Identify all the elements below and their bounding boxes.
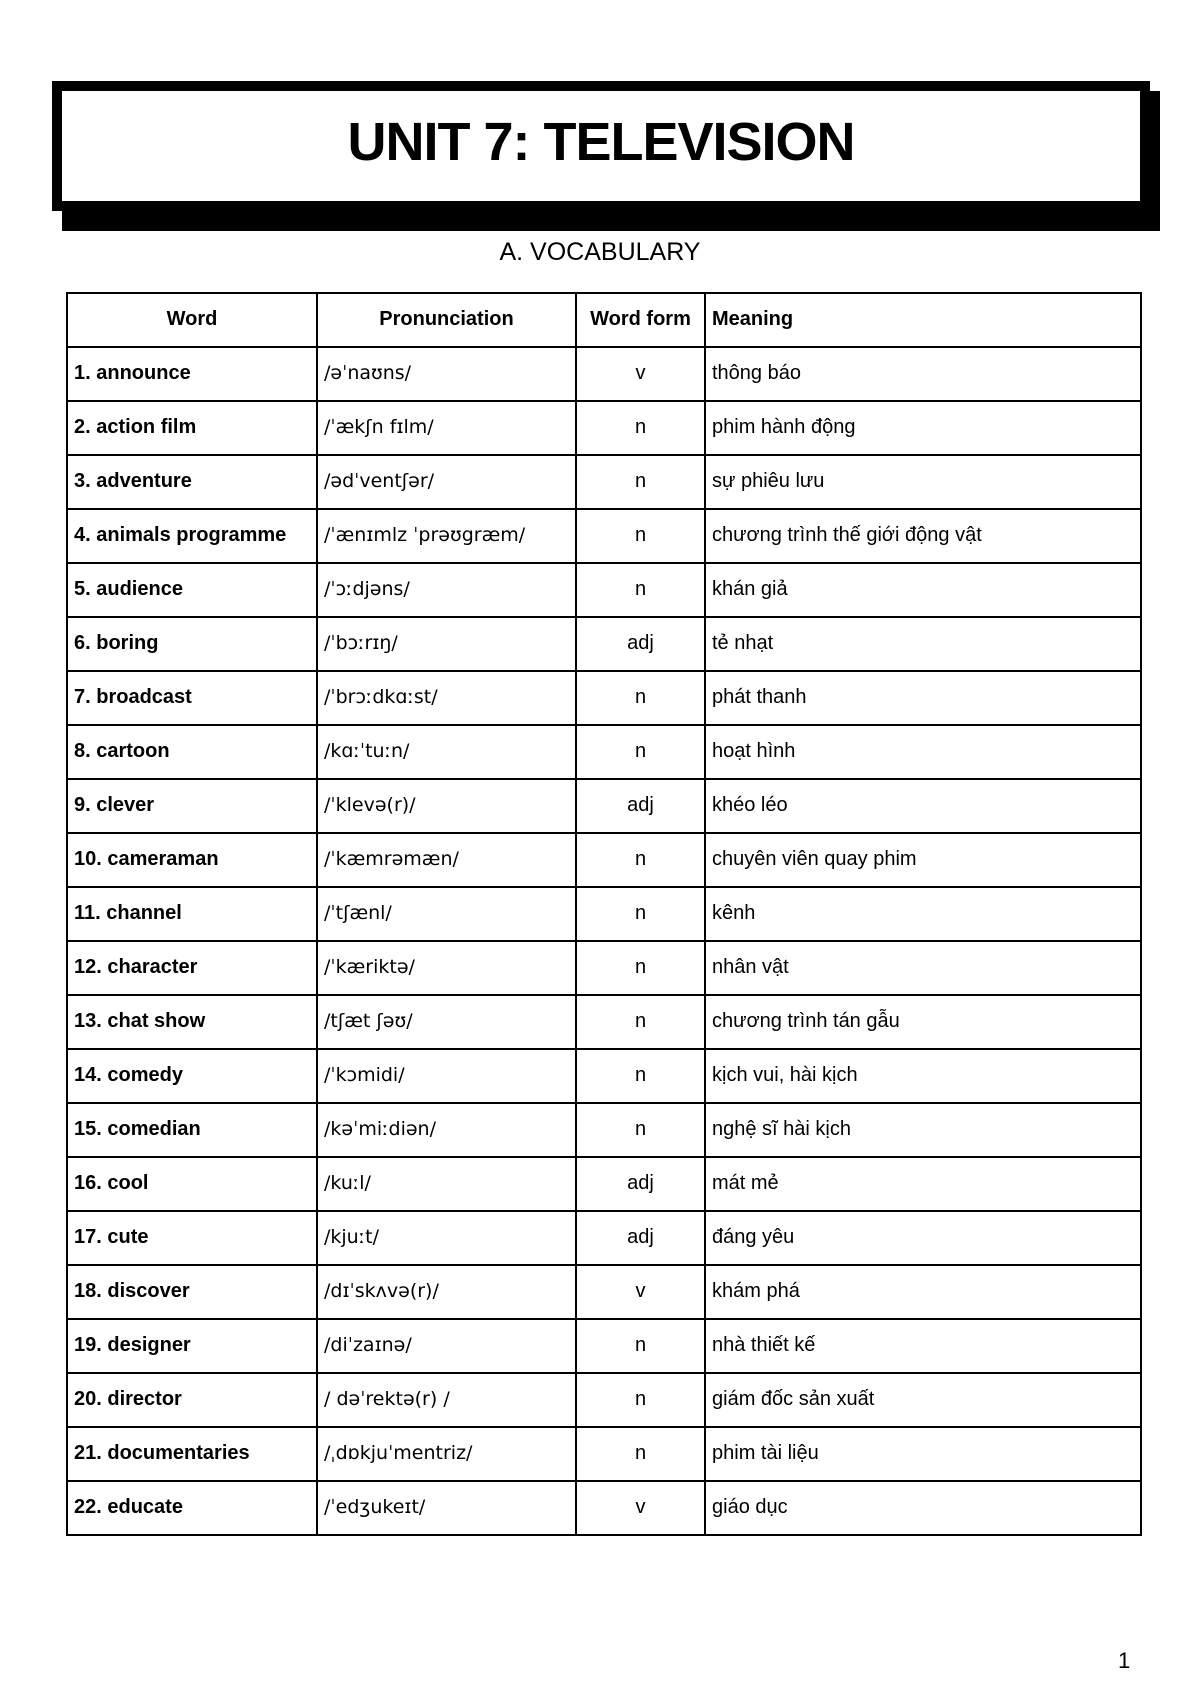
- cell-word: 19. designer: [67, 1319, 317, 1373]
- cell-word-form: n: [576, 941, 705, 995]
- cell-word: 3. adventure: [67, 455, 317, 509]
- table-row: [67, 1157, 1141, 1211]
- cell-meaning: tẻ nhạt: [705, 617, 1141, 671]
- page-number: 1: [1118, 1648, 1131, 1673]
- cell-word-form: n: [576, 887, 705, 941]
- cell-meaning: sự phiêu lưu: [705, 455, 1141, 509]
- cell-pronunciation: /dɪˈskʌvə(r)/: [317, 1265, 576, 1319]
- cell-meaning: đáng yêu: [705, 1211, 1141, 1265]
- cell-pronunciation: /əˈnaʊns/: [317, 347, 576, 401]
- table-row: [67, 725, 1141, 779]
- table-row: [67, 887, 1141, 941]
- cell-word-form: n: [576, 995, 705, 1049]
- table-row: [67, 1265, 1141, 1319]
- table-row: [67, 1319, 1141, 1373]
- cell-pronunciation: /ˈænɪmlz ˈprəʊgræm/: [317, 509, 576, 563]
- cell-word: 7. broadcast: [67, 671, 317, 725]
- cell-word: 14. comedy: [67, 1049, 317, 1103]
- cell-word-form: n: [576, 563, 705, 617]
- cell-word-form: n: [576, 1103, 705, 1157]
- header-word: Word: [67, 293, 317, 347]
- title-box: [52, 81, 1150, 211]
- cell-meaning: phát thanh: [705, 671, 1141, 725]
- cell-meaning: chuyên viên quay phim: [705, 833, 1141, 887]
- cell-word: 16. cool: [67, 1157, 317, 1211]
- table-row: [67, 833, 1141, 887]
- cell-meaning: phim tài liệu: [705, 1427, 1141, 1481]
- cell-meaning: kênh: [705, 887, 1141, 941]
- table-row: [67, 401, 1141, 455]
- cell-word-form: v: [576, 347, 705, 401]
- cell-word: 5. audience: [67, 563, 317, 617]
- cell-word: 1. announce: [67, 347, 317, 401]
- header-pronunciation: Pronunciation: [317, 293, 576, 347]
- cell-word: 17. cute: [67, 1211, 317, 1265]
- table-row: [67, 995, 1141, 1049]
- cell-pronunciation: /kuːl/: [317, 1157, 576, 1211]
- cell-pronunciation: /ədˈventʃər/: [317, 455, 576, 509]
- cell-pronunciation: /ˈedʒukeɪt/: [317, 1481, 576, 1535]
- vocabulary-table: [66, 292, 1142, 1536]
- cell-word-form: n: [576, 509, 705, 563]
- cell-meaning: nhà thiết kế: [705, 1319, 1141, 1373]
- cell-meaning: khéo léo: [705, 779, 1141, 833]
- cell-meaning: khán giả: [705, 563, 1141, 617]
- cell-pronunciation: /ˈækʃn fɪlm/: [317, 401, 576, 455]
- table-row: [67, 617, 1141, 671]
- cell-word: 10. cameraman: [67, 833, 317, 887]
- cell-meaning: kịch vui, hài kịch: [705, 1049, 1141, 1103]
- cell-pronunciation: /ˈkɔmidi/: [317, 1049, 576, 1103]
- cell-word-form: adj: [576, 779, 705, 833]
- table-row: [67, 509, 1141, 563]
- table-row: [67, 455, 1141, 509]
- table-row: [67, 671, 1141, 725]
- table-row: [67, 1427, 1141, 1481]
- cell-pronunciation: /kɑːˈtuːn/: [317, 725, 576, 779]
- cell-word-form: n: [576, 1427, 705, 1481]
- cell-word: 6. boring: [67, 617, 317, 671]
- section-heading: A. VOCABULARY: [499, 238, 701, 266]
- cell-pronunciation: /ˈkæriktə/: [317, 941, 576, 995]
- cell-word: 15. comedian: [67, 1103, 317, 1157]
- cell-word-form: n: [576, 401, 705, 455]
- cell-pronunciation: /ˈklevə(r)/: [317, 779, 576, 833]
- cell-meaning: chương trình thế giới động vật: [705, 509, 1141, 563]
- cell-word-form: adj: [576, 617, 705, 671]
- cell-word: 8. cartoon: [67, 725, 317, 779]
- cell-pronunciation: /kjuːt/: [317, 1211, 576, 1265]
- table-row: [67, 1103, 1141, 1157]
- cell-meaning: nhân vật: [705, 941, 1141, 995]
- cell-word: 13. chat show: [67, 995, 317, 1049]
- header-word-form: Word form: [576, 293, 705, 347]
- table-row: [67, 1211, 1141, 1265]
- cell-word-form: n: [576, 671, 705, 725]
- cell-pronunciation: /ˈbɔːrɪŋ/: [317, 617, 576, 671]
- cell-word-form: adj: [576, 1157, 705, 1211]
- cell-word: 2. action film: [67, 401, 317, 455]
- cell-word-form: n: [576, 833, 705, 887]
- cell-word-form: n: [576, 1373, 705, 1427]
- cell-word: 20. director: [67, 1373, 317, 1427]
- cell-pronunciation: /ˈbrɔːdkɑːst/: [317, 671, 576, 725]
- cell-meaning: khám phá: [705, 1265, 1141, 1319]
- cell-pronunciation: /ˌdɒkjuˈmentriz/: [317, 1427, 576, 1481]
- cell-meaning: hoạt hình: [705, 725, 1141, 779]
- header-meaning: Meaning: [705, 293, 1141, 347]
- table-header-row: [67, 293, 1141, 347]
- cell-meaning: phim hành động: [705, 401, 1141, 455]
- cell-word: 22. educate: [67, 1481, 317, 1535]
- table-row: [67, 1481, 1141, 1535]
- cell-pronunciation: /ˈɔːdjəns/: [317, 563, 576, 617]
- cell-word-form: n: [576, 1049, 705, 1103]
- table-row: [67, 1373, 1141, 1427]
- cell-word: 11. channel: [67, 887, 317, 941]
- cell-word: 18. discover: [67, 1265, 317, 1319]
- cell-word: 9. clever: [67, 779, 317, 833]
- table-row: [67, 347, 1141, 401]
- cell-pronunciation: / dəˈrektə(r) /: [317, 1373, 576, 1427]
- cell-pronunciation: /ˈtʃænl/: [317, 887, 576, 941]
- table-row: [67, 779, 1141, 833]
- page-title: UNIT 7: TELEVISION: [347, 112, 855, 172]
- cell-word-form: n: [576, 1319, 705, 1373]
- cell-word-form: n: [576, 455, 705, 509]
- table-row: [67, 1049, 1141, 1103]
- cell-word: 12. character: [67, 941, 317, 995]
- cell-word-form: v: [576, 1265, 705, 1319]
- table-row: [67, 941, 1141, 995]
- cell-word-form: v: [576, 1481, 705, 1535]
- cell-word-form: n: [576, 725, 705, 779]
- cell-meaning: chương trình tán gẫu: [705, 995, 1141, 1049]
- cell-meaning: giáo dục: [705, 1481, 1141, 1535]
- cell-pronunciation: /kəˈmiːdiən/: [317, 1103, 576, 1157]
- cell-word: 4. animals programme: [67, 509, 317, 563]
- cell-meaning: nghệ sĩ hài kịch: [705, 1103, 1141, 1157]
- cell-word: 21. documentaries: [67, 1427, 317, 1481]
- table-row: [67, 563, 1141, 617]
- cell-word-form: adj: [576, 1211, 705, 1265]
- cell-meaning: mát mẻ: [705, 1157, 1141, 1211]
- cell-pronunciation: /diˈzaɪnə/: [317, 1319, 576, 1373]
- cell-pronunciation: /ˈkæmrəmæn/: [317, 833, 576, 887]
- cell-meaning: giám đốc sản xuất: [705, 1373, 1141, 1427]
- cell-pronunciation: /tʃæt ʃəʊ/: [317, 995, 576, 1049]
- cell-meaning: thông báo: [705, 347, 1141, 401]
